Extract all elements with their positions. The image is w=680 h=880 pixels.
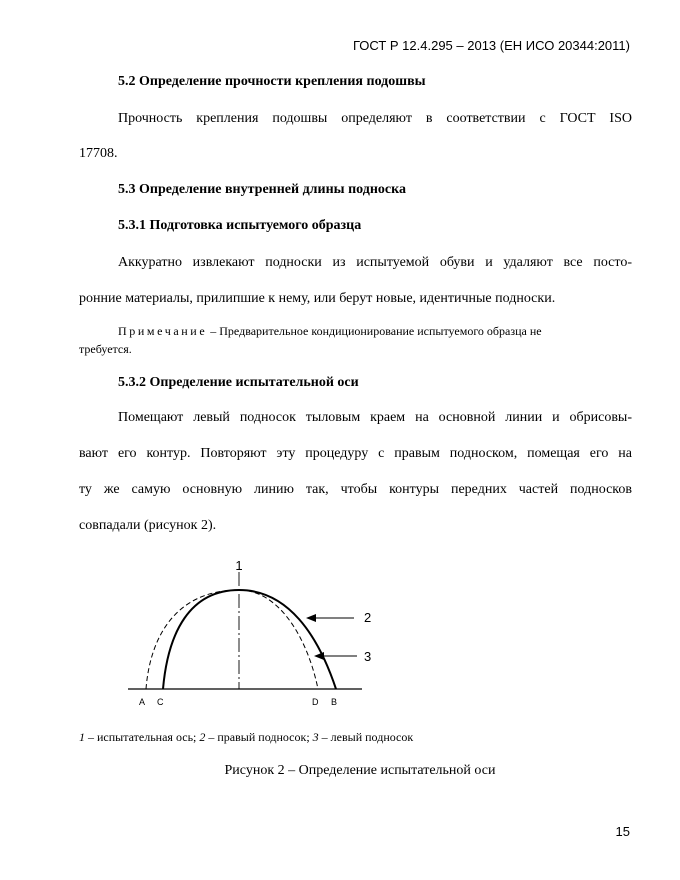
- legend-num-3: 3: [312, 730, 319, 744]
- leader-arrow-3: [314, 652, 324, 660]
- note-text: – Предварительное кондиционирование испытуемого образца не: [207, 324, 542, 338]
- page-number: 15: [615, 824, 630, 839]
- legend-text-2: – правый подносок;: [205, 730, 313, 744]
- label-3: 3: [364, 649, 372, 664]
- section-5-2-title: 5.2 Определение прочности крепления подошвы: [118, 74, 426, 89]
- standard-header: ГОСТ Р 12.4.295 – 2013 (ЕН ИСО 20344:2011): [352, 38, 630, 53]
- label-point-c: C: [157, 697, 164, 707]
- figure-legend: [79, 730, 413, 745]
- section-5-3-2-paragraph-line2: вают его контур. Повторяют эту процедуру с правым подноском, помещая его на: [79, 446, 632, 461]
- legend-num-2: 2: [199, 730, 206, 744]
- label-point-b: B: [331, 697, 338, 707]
- note-line2: требуется.: [79, 342, 132, 356]
- legend-text-1: – испытательная ось;: [85, 730, 200, 744]
- section-5-3-2-paragraph-line3: ту же самую основную линию так, чтобы контуры передних частей подносков: [79, 482, 632, 497]
- leader-arrow-2: [306, 614, 316, 622]
- legend-text-3: – левый подносок: [318, 730, 414, 744]
- section-5-3-2-paragraph-line4: совпадали (рисунок 2).: [79, 518, 217, 533]
- section-5-2-paragraph-line2: 17708.: [79, 146, 118, 161]
- label-point-d: D: [312, 697, 319, 707]
- section-5-3-1-paragraph-line1: Аккуратно извлекают подноски из испытуемой обуви и удаляют все посто-: [118, 255, 632, 270]
- right-toecap-contour: [163, 590, 336, 689]
- figure-caption: Рисунок 2 – Определение испытательной оси: [224, 763, 496, 778]
- section-5-3-1-title: 5.3.1 Подготовка испытуемого образца: [118, 218, 362, 233]
- section-5-3-2-paragraph-line1: Помещают левый подносок тыловым краем на основной линии и обрисовы-: [118, 410, 632, 425]
- section-5-3-1-paragraph-line2: ронние материалы, прилипшие к нему, или берут новые, идентичные подноски.: [79, 291, 556, 306]
- section-5-3-title: 5.3 Определение внутренней длины подноска: [118, 182, 406, 197]
- section-5-2-paragraph-line1: Прочность крепления подошвы определяют в соответствии с ГОСТ ISO: [118, 111, 632, 126]
- label-axis-1: 1: [235, 558, 243, 573]
- label-2: 2: [364, 610, 372, 625]
- note-label: Примечание: [118, 324, 208, 338]
- section-5-3-2-title: 5.3.2 Определение испытательной оси: [118, 375, 359, 390]
- left-toecap-contour: [146, 590, 318, 689]
- legend-num-1: 1: [79, 730, 85, 744]
- label-point-a: A: [139, 697, 146, 707]
